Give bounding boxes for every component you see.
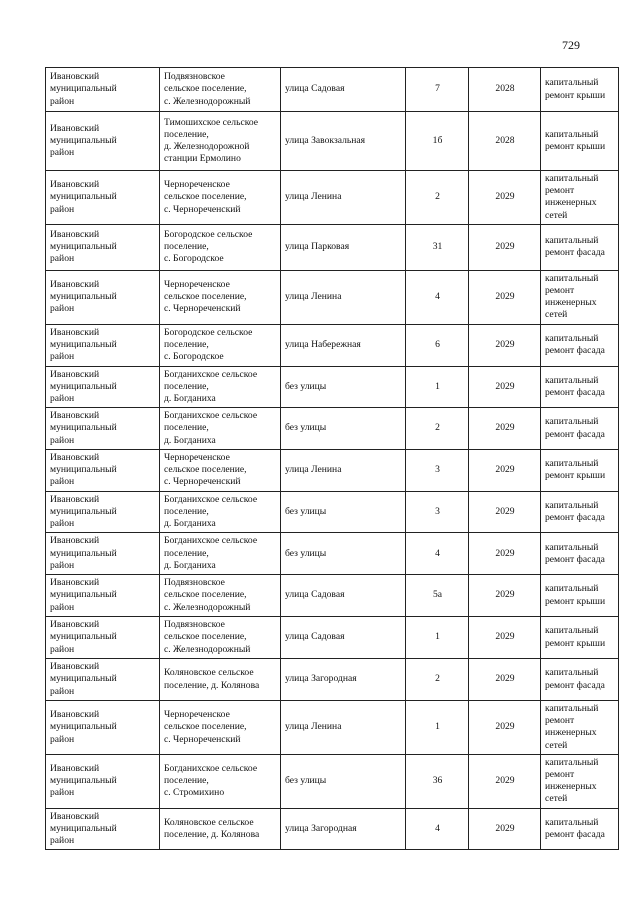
work-type-cell-line: сетей (545, 793, 568, 805)
year-cell: 2029 (469, 575, 541, 617)
settlement-cell-line: Богданихское сельское (164, 535, 258, 547)
district-cell-line: район (50, 203, 75, 215)
house-number-cell: 2 (406, 659, 469, 701)
district-cell (46, 449, 160, 491)
house-number-cell: 7 (406, 68, 469, 112)
work-type-cell-line: капитальный (545, 458, 599, 470)
settlement-cell-line: поселение, (164, 775, 209, 787)
year-cell: 2029 (469, 701, 541, 755)
district-cell-line: муниципальный (50, 721, 117, 733)
house-number-cell: 3 (406, 449, 469, 491)
work-type-cell-line: ремонт фасада (545, 345, 605, 357)
work-type-cell-line: ремонт крыши (545, 470, 606, 482)
district-cell (46, 575, 160, 617)
district-cell (46, 808, 160, 850)
work-type-cell-line: сетей (545, 209, 568, 221)
district-cell-line: Ивановский (50, 326, 100, 338)
district-cell-line: район (50, 303, 75, 315)
settlement-cell (160, 617, 281, 659)
settlement-cell-line: с. Чернореченский (164, 303, 241, 315)
work-type-cell-line: ремонт крыши (545, 89, 606, 101)
settlement-cell-line: Богданихское сельское (164, 368, 258, 380)
year-cell: 2028 (469, 112, 541, 171)
work-type-cell-line: капитальный (545, 703, 599, 715)
district-cell-line: муниципальный (50, 506, 117, 518)
street-cell: без улицы (281, 408, 406, 450)
work-type-cell (541, 617, 619, 659)
work-type-cell-line: ремонт фасада (545, 512, 605, 524)
work-type-cell (541, 449, 619, 491)
work-type-cell (541, 408, 619, 450)
district-cell (46, 754, 160, 808)
district-cell (46, 659, 160, 701)
work-type-cell-line: капитальный (545, 625, 599, 637)
district-cell-line: Ивановский (50, 179, 100, 191)
work-type-cell (541, 808, 619, 850)
work-type-cell-line: ремонт крыши (545, 637, 606, 649)
work-type-cell (541, 171, 619, 225)
work-type-cell-line: капитальный (545, 374, 599, 386)
year-cell: 2029 (469, 224, 541, 270)
settlement-cell-line: д. Богданиха (164, 518, 216, 530)
settlement-cell-line: поселение, (164, 128, 209, 140)
district-cell-line: район (50, 476, 75, 488)
district-cell-line: Ивановский (50, 709, 100, 721)
district-cell (46, 224, 160, 270)
table-row (46, 808, 619, 850)
district-cell (46, 68, 160, 112)
settlement-cell-line: с. Богородское (164, 351, 224, 363)
page-number: 729 (562, 38, 580, 52)
district-cell-line: Ивановский (50, 410, 100, 422)
house-number-cell: 1б (406, 112, 469, 171)
work-type-cell-line: капитальный (545, 128, 599, 140)
settlement-cell (160, 754, 281, 808)
work-type-cell (541, 112, 619, 171)
settlement-cell (160, 449, 281, 491)
house-number-cell: 4 (406, 533, 469, 575)
year-cell: 2029 (469, 659, 541, 701)
district-cell-line: Ивановский (50, 762, 100, 774)
street-cell: улица Садовая (281, 617, 406, 659)
district-cell-line: район (50, 787, 75, 799)
district-cell-line: муниципальный (50, 291, 117, 303)
settlement-cell-line: с. Чернореченский (164, 203, 241, 215)
settlement-cell (160, 575, 281, 617)
work-type-cell-line: капитальный (545, 235, 599, 247)
work-type-cell-line: ремонт (545, 769, 575, 781)
district-cell-line: Ивановский (50, 452, 100, 464)
work-type-cell-line: инженерных (545, 197, 597, 209)
year-cell: 2029 (469, 171, 541, 225)
table-row (46, 449, 619, 491)
district-cell-line: район (50, 253, 75, 265)
district-cell-line: район (50, 835, 75, 847)
house-number-cell: 4 (406, 270, 469, 324)
table-row (46, 617, 619, 659)
work-type-cell (541, 754, 619, 808)
house-number-cell: 4 (406, 808, 469, 850)
settlement-cell (160, 270, 281, 324)
work-type-cell-line: капитальный (545, 667, 599, 679)
house-number-cell: 5а (406, 575, 469, 617)
table-row (46, 659, 619, 701)
work-type-cell-line: ремонт фасада (545, 386, 605, 398)
work-type-cell-line: ремонт (545, 185, 575, 197)
district-cell-line: муниципальный (50, 547, 117, 559)
district-cell-line: муниципальный (50, 134, 117, 146)
work-type-cell-line: ремонт (545, 285, 575, 297)
street-cell: без улицы (281, 366, 406, 408)
district-cell (46, 533, 160, 575)
work-type-cell-line: капитальный (545, 77, 599, 89)
settlement-cell-line: поселение, (164, 506, 209, 518)
work-type-cell-line: капитальный (545, 499, 599, 511)
settlement-cell-line: с. Богородское (164, 253, 224, 265)
year-cell: 2029 (469, 808, 541, 850)
settlement-cell-line: сельское поселение, (164, 589, 247, 601)
work-type-cell-line: ремонт фасада (545, 247, 605, 259)
year-cell: 2029 (469, 617, 541, 659)
settlement-cell-line: д. Богданиха (164, 559, 216, 571)
district-cell-line: муниципальный (50, 83, 117, 95)
work-type-cell-line: ремонт (545, 715, 575, 727)
street-cell: улица Парковая (281, 224, 406, 270)
work-type-cell (541, 324, 619, 366)
district-cell-line: район (50, 518, 75, 530)
district-cell-line: муниципальный (50, 191, 117, 203)
district-cell-line: район (50, 643, 75, 655)
street-cell: улица Садовая (281, 68, 406, 112)
district-cell-line: район (50, 601, 75, 613)
table-row (46, 224, 619, 270)
settlement-cell (160, 701, 281, 755)
settlement-cell-line: станции Ермолино (164, 153, 241, 165)
work-type-cell-line: капитальный (545, 541, 599, 553)
street-cell: без улицы (281, 491, 406, 533)
street-cell: без улицы (281, 754, 406, 808)
settlement-cell-line: Чернореченское (164, 452, 230, 464)
table-row (46, 324, 619, 366)
year-cell: 2029 (469, 491, 541, 533)
district-cell-line: муниципальный (50, 241, 117, 253)
district-cell-line: муниципальный (50, 775, 117, 787)
work-type-cell-line: ремонт крыши (545, 595, 606, 607)
settlement-cell-line: д. Богданиха (164, 434, 216, 446)
district-cell (46, 366, 160, 408)
work-type-cell-line: капитальный (545, 583, 599, 595)
district-cell-line: Ивановский (50, 535, 100, 547)
work-type-cell (541, 68, 619, 112)
settlement-cell-line: сельское поселение, (164, 464, 247, 476)
settlement-cell-line: Богданихское сельское (164, 493, 258, 505)
settlement-cell-line: поселение, (164, 547, 209, 559)
settlement-cell (160, 408, 281, 450)
table-row (46, 533, 619, 575)
table-row (46, 68, 619, 112)
house-number-cell: 1 (406, 617, 469, 659)
settlement-cell-line: с. Стромихино (164, 787, 225, 799)
settlement-cell-line: поселение, д. Колянова (164, 828, 260, 840)
work-type-cell-line: капитальный (545, 816, 599, 828)
settlement-cell-line: Тимошихское сельское (164, 116, 259, 128)
settlement-cell-line: Чернореченское (164, 709, 230, 721)
settlement-cell (160, 533, 281, 575)
district-cell-line: район (50, 733, 75, 745)
district-cell-line: муниципальный (50, 380, 117, 392)
table-row (46, 575, 619, 617)
settlement-cell-line: Подвязновское (164, 71, 225, 83)
district-cell (46, 112, 160, 171)
district-cell-line: муниципальный (50, 422, 117, 434)
settlement-cell-line: поселение, (164, 422, 209, 434)
work-type-cell-line: ремонт фасада (545, 428, 605, 440)
district-cell-line: муниципальный (50, 339, 117, 351)
year-cell: 2029 (469, 754, 541, 808)
street-cell: улица Садовая (281, 575, 406, 617)
district-cell-line: Ивановский (50, 661, 100, 673)
table-row (46, 112, 619, 171)
year-cell: 2029 (469, 270, 541, 324)
work-type-cell-line: инженерных (545, 781, 597, 793)
district-cell-line: Ивановский (50, 71, 100, 83)
settlement-cell-line: Подвязновское (164, 619, 225, 631)
district-cell-line: муниципальный (50, 589, 117, 601)
district-cell-line: район (50, 351, 75, 363)
house-number-cell: 1 (406, 701, 469, 755)
district-cell-line: Ивановский (50, 368, 100, 380)
street-cell: улица Загородная (281, 808, 406, 850)
work-type-cell-line: капитальный (545, 272, 599, 284)
house-number-cell: 2 (406, 408, 469, 450)
work-type-cell (541, 575, 619, 617)
district-cell-line: Ивановский (50, 493, 100, 505)
house-number-cell: 2 (406, 171, 469, 225)
settlement-cell-line: Богданихское сельское (164, 410, 258, 422)
year-cell: 2029 (469, 533, 541, 575)
district-cell-line: район (50, 685, 75, 697)
settlement-cell-line: поселение, д. Колянова (164, 679, 260, 691)
district-cell-line: район (50, 393, 75, 405)
work-type-cell (541, 270, 619, 324)
district-cell-line: Ивановский (50, 619, 100, 631)
settlement-cell-line: д. Богданиха (164, 393, 216, 405)
street-cell: улица Ленина (281, 701, 406, 755)
work-type-cell-line: капитальный (545, 173, 599, 184)
settlement-cell-line: Богородское сельское (164, 229, 253, 240)
settlement-cell-line: д. Железнодорожной (164, 141, 250, 152)
year-cell: 2028 (469, 68, 541, 112)
work-type-cell (541, 533, 619, 575)
work-type-cell (541, 491, 619, 533)
settlement-cell-line: с. Чернореченский (164, 733, 241, 745)
settlement-cell (160, 659, 281, 701)
district-cell (46, 701, 160, 755)
work-type-cell (541, 224, 619, 270)
district-cell (46, 408, 160, 450)
district-cell-line: район (50, 559, 75, 571)
district-cell (46, 491, 160, 533)
work-type-cell-line: сетей (545, 309, 568, 321)
settlement-cell-line: сельское поселение, (164, 191, 247, 203)
district-cell-line: Ивановский (50, 278, 100, 290)
district-cell-line: муниципальный (50, 673, 117, 685)
district-cell-line: район (50, 95, 75, 107)
work-type-cell-line: ремонт фасада (545, 679, 605, 691)
settlement-cell-line: поселение, (164, 339, 209, 351)
settlement-cell-line: поселение, (164, 380, 209, 392)
settlement-cell-line: Подвязновское (164, 577, 225, 589)
district-cell (46, 171, 160, 225)
street-cell: без улицы (281, 533, 406, 575)
settlement-cell-line: с. Железнодорожный (164, 601, 251, 613)
settlement-cell-line: Богородское сельское (164, 326, 253, 338)
table-row (46, 408, 619, 450)
year-cell: 2029 (469, 449, 541, 491)
table-row (46, 491, 619, 533)
settlement-cell (160, 112, 281, 171)
district-cell (46, 270, 160, 324)
district-cell-line: Ивановский (50, 229, 100, 240)
year-cell: 2029 (469, 324, 541, 366)
year-cell: 2029 (469, 408, 541, 450)
street-cell: улица Ленина (281, 449, 406, 491)
settlement-cell-line: Чернореченское (164, 278, 230, 290)
settlement-cell-line: сельское поселение, (164, 83, 247, 95)
settlement-cell-line: Коляновское сельское (164, 816, 254, 828)
district-cell-line: муниципальный (50, 464, 117, 476)
settlement-cell (160, 808, 281, 850)
settlement-cell-line: сельское поселение, (164, 291, 247, 303)
settlement-cell-line: сельское поселение, (164, 721, 247, 733)
work-type-cell-line: ремонт фасада (545, 553, 605, 565)
work-type-cell (541, 366, 619, 408)
settlement-cell (160, 224, 281, 270)
settlement-cell-line: Коляновское сельское (164, 667, 254, 679)
settlement-cell-line: с. Чернореченский (164, 476, 241, 488)
table-row (46, 701, 619, 755)
settlement-cell-line: поселение, (164, 241, 209, 253)
district-cell-line: муниципальный (50, 822, 117, 834)
settlement-cell-line: с. Железнодорожный (164, 643, 251, 655)
street-cell: улица Ленина (281, 270, 406, 324)
district-cell (46, 617, 160, 659)
district-cell-line: Ивановский (50, 122, 100, 134)
settlement-cell (160, 171, 281, 225)
settlement-cell (160, 491, 281, 533)
work-type-cell (541, 659, 619, 701)
house-number-cell: 3 (406, 491, 469, 533)
table-row (46, 754, 619, 808)
street-cell: улица Ленина (281, 171, 406, 225)
district-cell-line: муниципальный (50, 631, 117, 643)
settlement-cell (160, 366, 281, 408)
settlement-cell-line: с. Железнодорожный (164, 95, 251, 107)
settlement-cell-line: Богданихское сельское (164, 762, 258, 774)
street-cell: улица Загородная (281, 659, 406, 701)
settlement-cell-line: Чернореченское (164, 179, 230, 191)
district-cell-line: район (50, 434, 75, 446)
street-cell: улица Набережная (281, 324, 406, 366)
work-type-cell-line: инженерных (545, 727, 597, 739)
work-type-cell-line: капитальный (545, 332, 599, 344)
work-type-cell-line: ремонт фасада (545, 828, 605, 840)
repair-registry-table (45, 67, 619, 850)
house-number-cell: 31 (406, 224, 469, 270)
year-cell: 2029 (469, 366, 541, 408)
street-cell: улица Завокзальная (281, 112, 406, 171)
district-cell-line: район (50, 147, 75, 159)
work-type-cell-line: инженерных (545, 297, 597, 309)
district-cell-line: Ивановский (50, 810, 100, 822)
settlement-cell (160, 324, 281, 366)
district-cell-line: Ивановский (50, 577, 100, 589)
work-type-cell (541, 701, 619, 755)
work-type-cell-line: сетей (545, 739, 568, 751)
table-row (46, 270, 619, 324)
house-number-cell: 36 (406, 754, 469, 808)
work-type-cell-line: капитальный (545, 416, 599, 428)
house-number-cell: 6 (406, 324, 469, 366)
settlement-cell-line: сельское поселение, (164, 631, 247, 643)
work-type-cell-line: ремонт крыши (545, 141, 606, 152)
district-cell (46, 324, 160, 366)
table-row (46, 171, 619, 225)
table-row (46, 366, 619, 408)
settlement-cell (160, 68, 281, 112)
work-type-cell-line: капитальный (545, 756, 599, 768)
house-number-cell: 1 (406, 366, 469, 408)
